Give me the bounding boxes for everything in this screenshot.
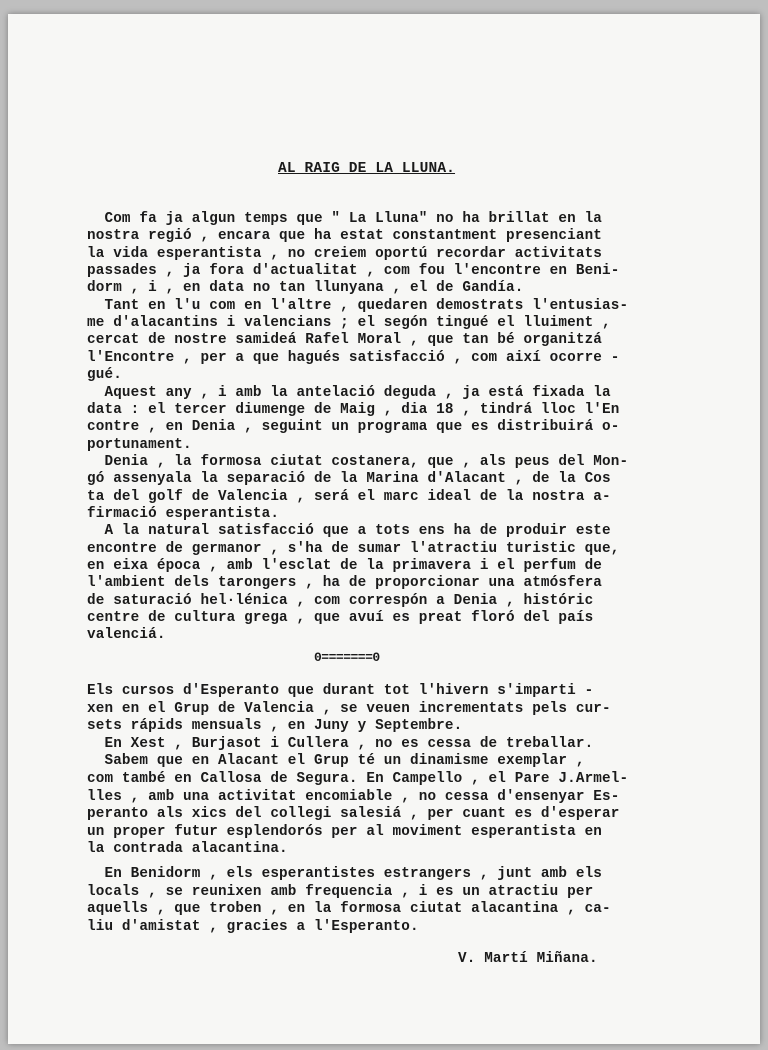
text-line: encontre de germanor , s'ha de sumar l'atractiu turistic que, [87, 540, 620, 557]
text-line: Els cursos d'Esperanto que durant tot l'hivern s'imparti - [87, 683, 594, 699]
text-line: ta del golf de Valencia , será el marc ideal de la nostra a- [87, 488, 611, 505]
text-line: locals , se reunixen amb frequencia , i es un atractiu per [87, 883, 594, 900]
text-line: centre de cultura grega , que avuí es preat floró del país [87, 610, 594, 627]
text-line: com també en Callosa de Segura. En Campello , el Pare J.Armel- [87, 771, 629, 787]
author-signature: V. Martí Miñana. [458, 951, 598, 967]
text-line: un proper futur esplendorós per al moviment esperantista en [87, 823, 603, 840]
text-line: En Xest , Burjasot i Cullera , no es cessa de treballar. [87, 735, 594, 752]
text-line: gué. [87, 367, 122, 384]
text-line: dorm , i , en data no tan llunyana , el de Gandía. [87, 280, 524, 297]
text-line: me d'alacantins i valencians ; el segón tingué el lluiment , [87, 315, 611, 332]
text-line: xen en el Grup de Valencia , se veuen incrementats pels cur- [87, 700, 611, 717]
text-line: de saturació hel·lénica , com correspón a Denia , históric [87, 592, 594, 609]
text-line: l'ambient dels tarongers , ha de proporcionar una atmósfera [87, 575, 603, 592]
text-line: contre , en Denia , seguint un programa que es distribuirá o- [87, 419, 620, 436]
text-line: Com fa ja algun temps que " La Lluna" no ha brillat en la [87, 211, 603, 227]
text-line: Denia , la formosa ciutat costanera, que , als peus del Mon- [87, 453, 629, 470]
text-line: Sabem que en Alacant el Grup té un dinamisme exemplar , [87, 753, 585, 770]
text-line: aquells , que troben , en la formosa ciutat alacantina , ca- [87, 901, 611, 918]
text-line: En Benidorm , els esperantistes estrangers , junt amb els [87, 866, 603, 882]
text-line: l'Encontre , per a que hagués satisfacció , com així ocorre - [87, 349, 620, 366]
text-line: data : el tercer diumenge de Maig , dia 18 , tindrá lloc l'En [87, 401, 620, 418]
text-line: firmació esperantista. [87, 505, 280, 522]
text-line: peranto als xics del collegi salesiá , per cuant es d'esperar [87, 806, 620, 823]
text-line: Tant en l'u com en l'altre , quedaren demostrats l'entusias- [87, 297, 629, 314]
text-line: gó assenyala la separació de la Marina d'Alacant , de la Cos [87, 471, 611, 488]
text-line: la contrada alacantina. [87, 841, 288, 858]
text-line: cercat de nostre samideá Rafel Moral , que tan bé organitzá [87, 332, 603, 349]
text-line: A la natural satisfacció que a tots ens ha de produir este [87, 523, 611, 540]
text-line: lles , amb una activitat encomiable , no cessa d'ensenyar Es- [87, 788, 620, 805]
text-line: portunament. [87, 436, 192, 453]
text-line: nostra regió , encara que ha estat constantment presenciant [87, 228, 603, 245]
text-line: en eixa época , amb l'esclat de la primavera i el perfum de [87, 558, 603, 574]
text-line: la vida esperantista , no creiem oportú recordar activitats [87, 245, 603, 262]
text-line: valenciá. [87, 627, 166, 644]
text-line: sets rápids mensuals , en Juny y Septembre. [87, 718, 463, 735]
text-line: liu d'amistat , gracies a l'Esperanto. [87, 918, 419, 935]
section-separator: 0=======0 [314, 650, 380, 665]
article-title: AL RAIG DE LA LLUNA. [278, 161, 456, 177]
text-line: passades , ja fora d'actualitat , com fou l'encontre en Beni- [87, 263, 620, 280]
text-line: Aquest any , i amb la antelació deguda , ja está fixada la [87, 384, 611, 401]
